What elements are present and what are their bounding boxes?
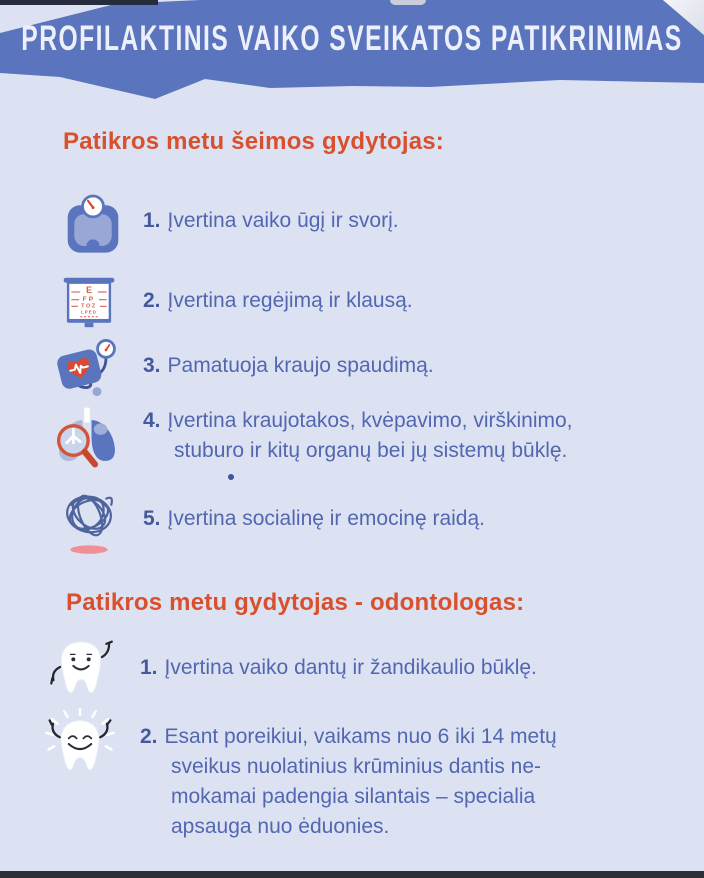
item-label: Įvertina vaiko dantų ir žandikaulio būklę. xyxy=(164,656,537,679)
section-heading-dentist: Patikros metu gydytojas - odontologas: xyxy=(66,589,525,616)
poster-title: PROFILAKTINIS VAIKO SVEIKATOS PATIKRINIMAS xyxy=(21,17,683,59)
eye-chart-icon xyxy=(56,270,122,336)
item-label: Įvertina vaiko ūgį ir svorį. xyxy=(167,209,399,232)
item-number: 2. xyxy=(143,289,161,312)
item-label: Įvertina kraujotakos, kvėpavimo, virškinimo, stuburo ir kitų organų bei jų sistemų būklę. xyxy=(167,409,573,462)
list-item xyxy=(140,722,621,842)
item-label: Pamatuoja kraujo spaudimą. xyxy=(167,354,434,377)
list-item xyxy=(143,351,654,381)
bottom-dark-bar xyxy=(0,871,704,878)
svg-text:TOZ: TOZ xyxy=(81,303,97,310)
tooth-sparkling-icon xyxy=(44,706,116,782)
banner-top-notch xyxy=(390,0,426,5)
blood-pressure-icon xyxy=(52,334,124,402)
item-number: 5. xyxy=(143,507,161,530)
tooth-waving-icon xyxy=(48,634,114,700)
item-number: 3. xyxy=(143,354,161,377)
item-number: 1. xyxy=(143,209,161,232)
item-number: 4. xyxy=(143,409,161,432)
lungs-icon xyxy=(50,402,124,470)
item-label: Įvertina socialinę ir emocinę raidą. xyxy=(167,507,485,530)
svg-text:LPED: LPED xyxy=(80,309,98,315)
list-item xyxy=(140,653,691,683)
list-item xyxy=(143,206,654,236)
list-item xyxy=(143,406,644,466)
top-banner xyxy=(0,0,704,112)
banner-dark-strip xyxy=(0,0,158,5)
svg-text:FP: FP xyxy=(82,295,96,303)
item-label: Įvertina regėjimą ir klausą. xyxy=(167,289,413,312)
scribble-icon xyxy=(56,484,122,558)
stray-bullet-dot xyxy=(228,474,234,480)
svg-text:E: E xyxy=(86,285,92,296)
item-number: 2. xyxy=(140,725,158,748)
list-item xyxy=(143,504,654,534)
scale-icon xyxy=(60,191,126,257)
section-heading-family-doctor: Patikros metu šeimos gydytojas: xyxy=(63,128,444,155)
item-number: 1. xyxy=(140,656,158,679)
list-item xyxy=(143,286,654,316)
item-label: Esant poreikiui, vaikams nuo 6 iki 14 metų sveikus nuolatinius krūminius dantis ne-mokamai padengia silantais – specialia apsauga nuo ėduonies. xyxy=(164,725,557,838)
